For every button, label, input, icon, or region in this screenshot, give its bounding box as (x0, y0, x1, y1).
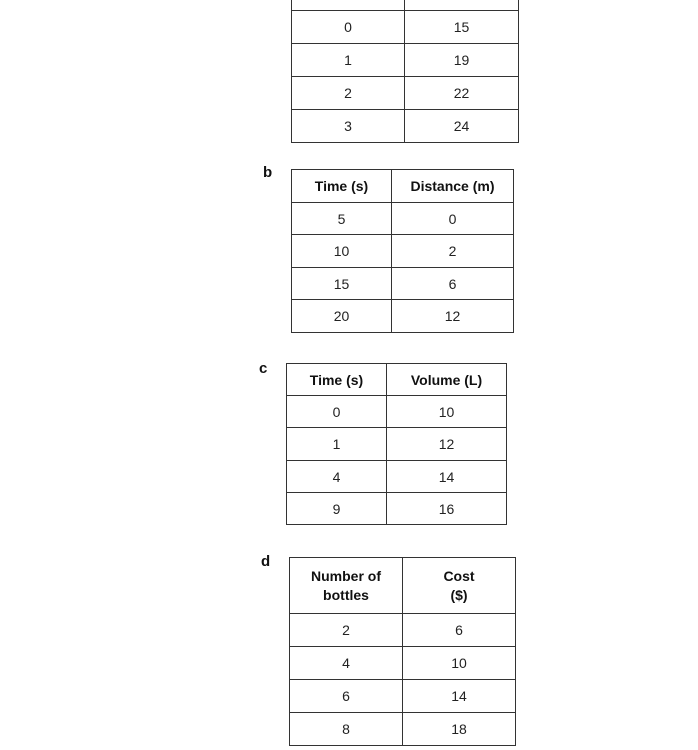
column-header-number-of-bottles (290, 558, 403, 614)
table-cell: 18 (403, 713, 516, 746)
table-cell: 6 (403, 614, 516, 647)
table-cell: 6 (290, 680, 403, 713)
table-cell: 10 (387, 396, 507, 428)
table-row (290, 680, 516, 713)
table-d (289, 557, 516, 746)
table-cell: 4 (287, 461, 387, 493)
table-cell: 20 (292, 300, 392, 333)
table-cell: 4 (290, 647, 403, 680)
table-row (292, 11, 519, 44)
column-header-cost-text: Cost ($) (443, 567, 475, 603)
column-header-cost (403, 558, 516, 614)
table-d-header-row (290, 558, 516, 614)
table-d-label: d (261, 553, 271, 570)
table-cell: 24 (405, 110, 519, 143)
table-cell: 14 (403, 680, 516, 713)
column-header-time: Time (s) (292, 170, 392, 203)
table-cell: 14 (387, 461, 507, 493)
table-cell: 5 (292, 203, 392, 235)
column-header-number-of-bottles-text: Number of bottles (311, 567, 381, 603)
table-cell: 22 (405, 77, 519, 110)
table-row (290, 614, 516, 647)
table-row (292, 77, 519, 110)
table-cell: 10 (292, 235, 392, 268)
table-cell: 19 (405, 44, 519, 77)
table-row (292, 235, 514, 268)
table-a-header-cell (292, 0, 405, 11)
table-c-label: c (259, 360, 268, 377)
table-cell: 10 (403, 647, 516, 680)
table-row (292, 203, 514, 235)
table-cell: 6 (392, 268, 514, 300)
table-row (292, 110, 519, 143)
table-c (286, 363, 507, 525)
table-cell: 0 (287, 396, 387, 428)
table-cell: 16 (387, 493, 507, 525)
table-row (287, 493, 507, 525)
table-a-header-row (292, 0, 519, 11)
table-b-header-row (292, 170, 514, 203)
table-row (292, 268, 514, 300)
table-row (290, 713, 516, 746)
table-cell: 8 (290, 713, 403, 746)
table-row (292, 300, 514, 333)
table-cell: 0 (392, 203, 514, 235)
column-header-volume: Volume (L) (387, 364, 507, 396)
table-cell: 2 (392, 235, 514, 268)
table-a (291, 0, 519, 143)
table-row (290, 647, 516, 680)
table-c-header-row (287, 364, 507, 396)
table-cell: 12 (387, 428, 507, 461)
table-a-header-cell (405, 0, 519, 11)
table-cell: 1 (287, 428, 387, 461)
table-cell: 2 (290, 614, 403, 647)
column-header-distance: Distance (m) (392, 170, 514, 203)
table-cell: 1 (292, 44, 405, 77)
table-row (287, 461, 507, 493)
table-cell: 15 (292, 268, 392, 300)
table-cell: 15 (405, 11, 519, 44)
table-cell: 3 (292, 110, 405, 143)
table-cell: 9 (287, 493, 387, 525)
table-b (291, 169, 514, 333)
table-cell: 0 (292, 11, 405, 44)
table-row (292, 44, 519, 77)
column-header-time: Time (s) (287, 364, 387, 396)
table-cell: 12 (392, 300, 514, 333)
table-cell: 2 (292, 77, 405, 110)
table-b-label: b (263, 164, 273, 181)
table-row (287, 396, 507, 428)
table-row (287, 428, 507, 461)
